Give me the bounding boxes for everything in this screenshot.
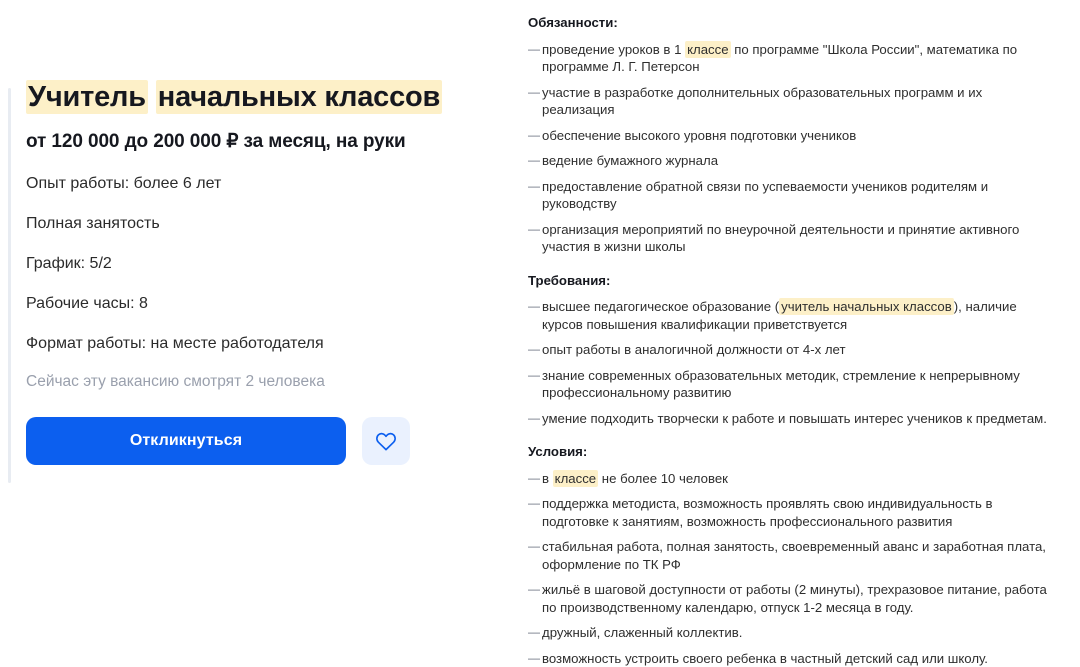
plain-text: участие в разработке дополнительных образовательных программ и их реализация (542, 85, 982, 118)
watchers-count: Сейчас эту вакансию смотрят 2 человека (26, 373, 488, 391)
highlighted-text: учитель начальных классов (779, 298, 954, 315)
list-item (528, 470, 1050, 488)
section-title: Требования: (528, 272, 1050, 290)
plain-text: в (542, 471, 553, 486)
plain-text: не более 10 человек (598, 471, 728, 486)
plain-text: дружный, слаженный коллектив. (542, 625, 742, 640)
highlighted-text: начальных классов (156, 80, 442, 114)
list-item (528, 495, 1050, 530)
page-title (26, 78, 488, 116)
plain-text: возможность устроить своего ребенка в частный детский сад или школу. (542, 651, 988, 666)
vacancy-description-column (500, 0, 1080, 549)
list-item (528, 581, 1050, 616)
list-item (528, 410, 1050, 428)
card-accent-bar (8, 88, 11, 483)
plain-text (148, 81, 156, 113)
list-item (528, 341, 1050, 359)
salary-text: от 120 000 до 200 000 ₽ за месяц, на руки (26, 130, 488, 153)
list-item (528, 41, 1050, 76)
plain-text: по программе "Школа России", математика по программе Л. Г. Петерсон (542, 42, 1017, 75)
meta-employment: Полная занятость (26, 213, 488, 235)
list-item (528, 298, 1050, 333)
section-title: Условия: (528, 443, 1050, 461)
plain-text: поддержка методиста, возможность проявлять свою индивидуальность в подготовке к занятиям, возможность профессионального развития (542, 496, 993, 529)
favorite-button[interactable] (362, 417, 410, 465)
section-requirements (528, 272, 1050, 428)
requirements-list (528, 298, 1050, 427)
plain-text: знание современных образовательных методик, стремление к непрерывному профессиональному развитию (542, 368, 1020, 401)
heart-icon (375, 431, 397, 451)
section-conditions (528, 443, 1050, 667)
plain-text: ), наличие курсов повышения квалификации приветствуется (542, 299, 1017, 332)
section-title: Обязанности: (528, 14, 1050, 32)
list-item (528, 127, 1050, 145)
vacancy-meta-list (26, 173, 488, 355)
plain-text: опыт работы в аналогичной должности от 4-х лет (542, 342, 846, 357)
list-item (528, 84, 1050, 119)
meta-schedule: График: 5/2 (26, 253, 488, 275)
list-item (528, 221, 1050, 256)
highlighted-text: классе (553, 470, 598, 487)
list-item (528, 538, 1050, 573)
plain-text: ведение бумажного журнала (542, 153, 718, 168)
vacancy-card (8, 58, 488, 489)
plain-text: проведение уроков в 1 (542, 42, 685, 57)
vacancy-actions (26, 417, 488, 465)
plain-text: высшее педагогическое образование ( (542, 299, 779, 314)
plain-text: умение подходить творчески к работе и повышать интерес учеников к предметам. (542, 411, 1047, 426)
vacancy-summary-column (0, 0, 500, 549)
highlighted-text: Учитель (26, 80, 148, 114)
list-item (528, 152, 1050, 170)
conditions-list (528, 470, 1050, 667)
meta-work-format: Формат работы: на месте работодателя (26, 333, 488, 355)
plain-text: стабильная работа, полная занятость, своевременный аванс и заработная плата, оформление по ТК РФ (542, 539, 1046, 572)
apply-button[interactable]: Откликнуться (26, 417, 346, 465)
section-responsibilities (528, 14, 1050, 256)
plain-text: жильё в шаговой доступности от работы (2 минуты), трехразовое питание, работа по производственному календарю, отпуск 1-2 месяца в году. (542, 582, 1047, 615)
list-item (528, 178, 1050, 213)
list-item (528, 367, 1050, 402)
meta-working-hours: Рабочие часы: 8 (26, 293, 488, 315)
meta-experience: Опыт работы: более 6 лет (26, 173, 488, 195)
highlighted-text: классе (685, 41, 730, 58)
list-item (528, 650, 1050, 667)
responsibilities-list (528, 41, 1050, 256)
plain-text: обеспечение высокого уровня подготовки учеников (542, 128, 856, 143)
plain-text: предоставление обратной связи по успеваемости учеников родителям и руководству (542, 179, 988, 212)
list-item (528, 624, 1050, 642)
plain-text: организация мероприятий по внеурочной деятельности и принятие активного участия в жизни школы (542, 222, 1019, 255)
